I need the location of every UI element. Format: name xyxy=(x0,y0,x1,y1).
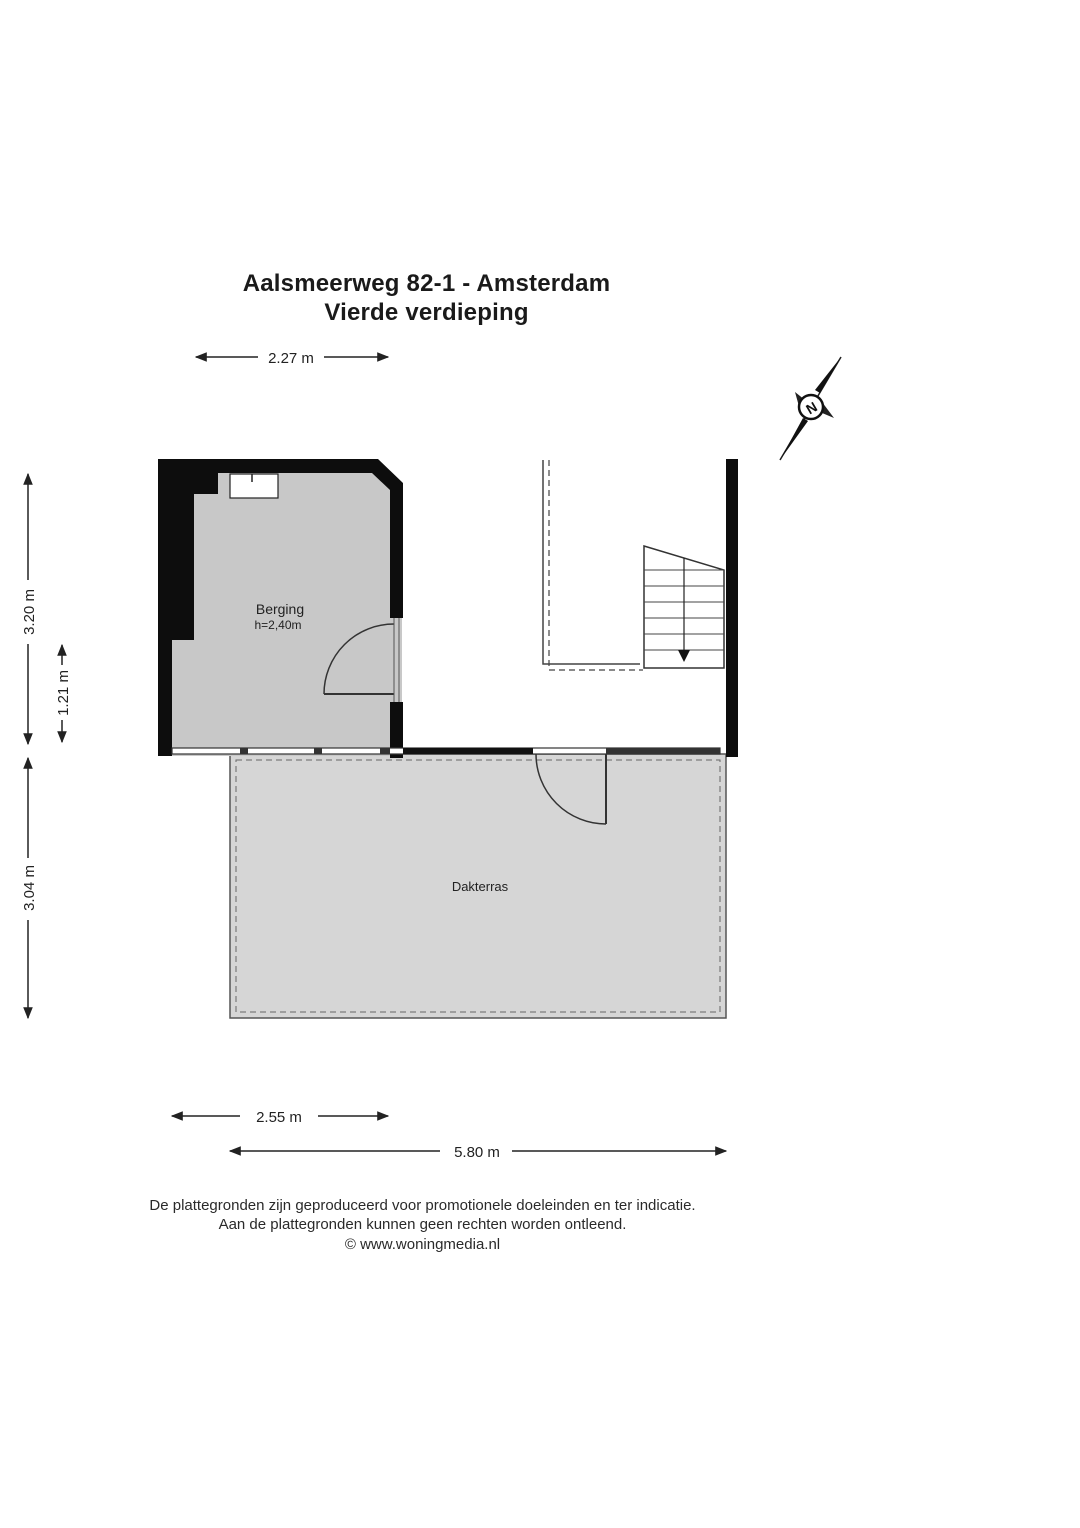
berging-room xyxy=(158,459,403,758)
floorplan-floor-title: Vierde verdieping xyxy=(324,299,529,326)
dimension-label-bottom-short: 2.55 m xyxy=(256,1109,302,1126)
dimension-left-3.04 xyxy=(21,758,38,1018)
dimension-label-bottom-total: 5.80 m xyxy=(454,1144,500,1161)
dimension-top-2.27 xyxy=(196,350,388,367)
dimension-label-left-upper: 3.20 m xyxy=(21,589,38,635)
disclaimer-line-1: De plattegronden zijn geproduceerd voor promotionele doeleinden en ter indicatie. xyxy=(149,1197,696,1214)
dimension-label-top: 2.27 m xyxy=(268,350,314,367)
right-wall xyxy=(726,459,738,757)
dimension-label-left-inner: 1.21 m xyxy=(55,670,72,716)
dakterras-label: Dakterras xyxy=(451,879,509,894)
compass-north-label: N xyxy=(803,398,820,418)
dimension-left-1.21 xyxy=(55,645,72,742)
berging-height-label: h=2,40m xyxy=(254,618,302,632)
dimension-bottom-2.55 xyxy=(172,1109,388,1126)
stairwell xyxy=(543,460,724,670)
copyright-line: © www.woningmedia.nl xyxy=(344,1236,501,1253)
floorplan-address-title: Aalsmeerweg 82-1 - Amsterdam xyxy=(242,270,611,297)
dimension-label-left-lower: 3.04 m xyxy=(21,865,38,911)
disclaimer-line-2: Aan de plattegronden kunnen geen rechten worden ontleend. xyxy=(218,1216,627,1233)
dimension-bottom-5.80 xyxy=(230,1144,726,1161)
dimension-left-3.20 xyxy=(21,474,38,744)
berging-label: Berging xyxy=(255,601,305,617)
window-wall xyxy=(172,748,720,754)
north-arrow-icon xyxy=(780,357,841,460)
dakterras-room xyxy=(230,754,726,1018)
